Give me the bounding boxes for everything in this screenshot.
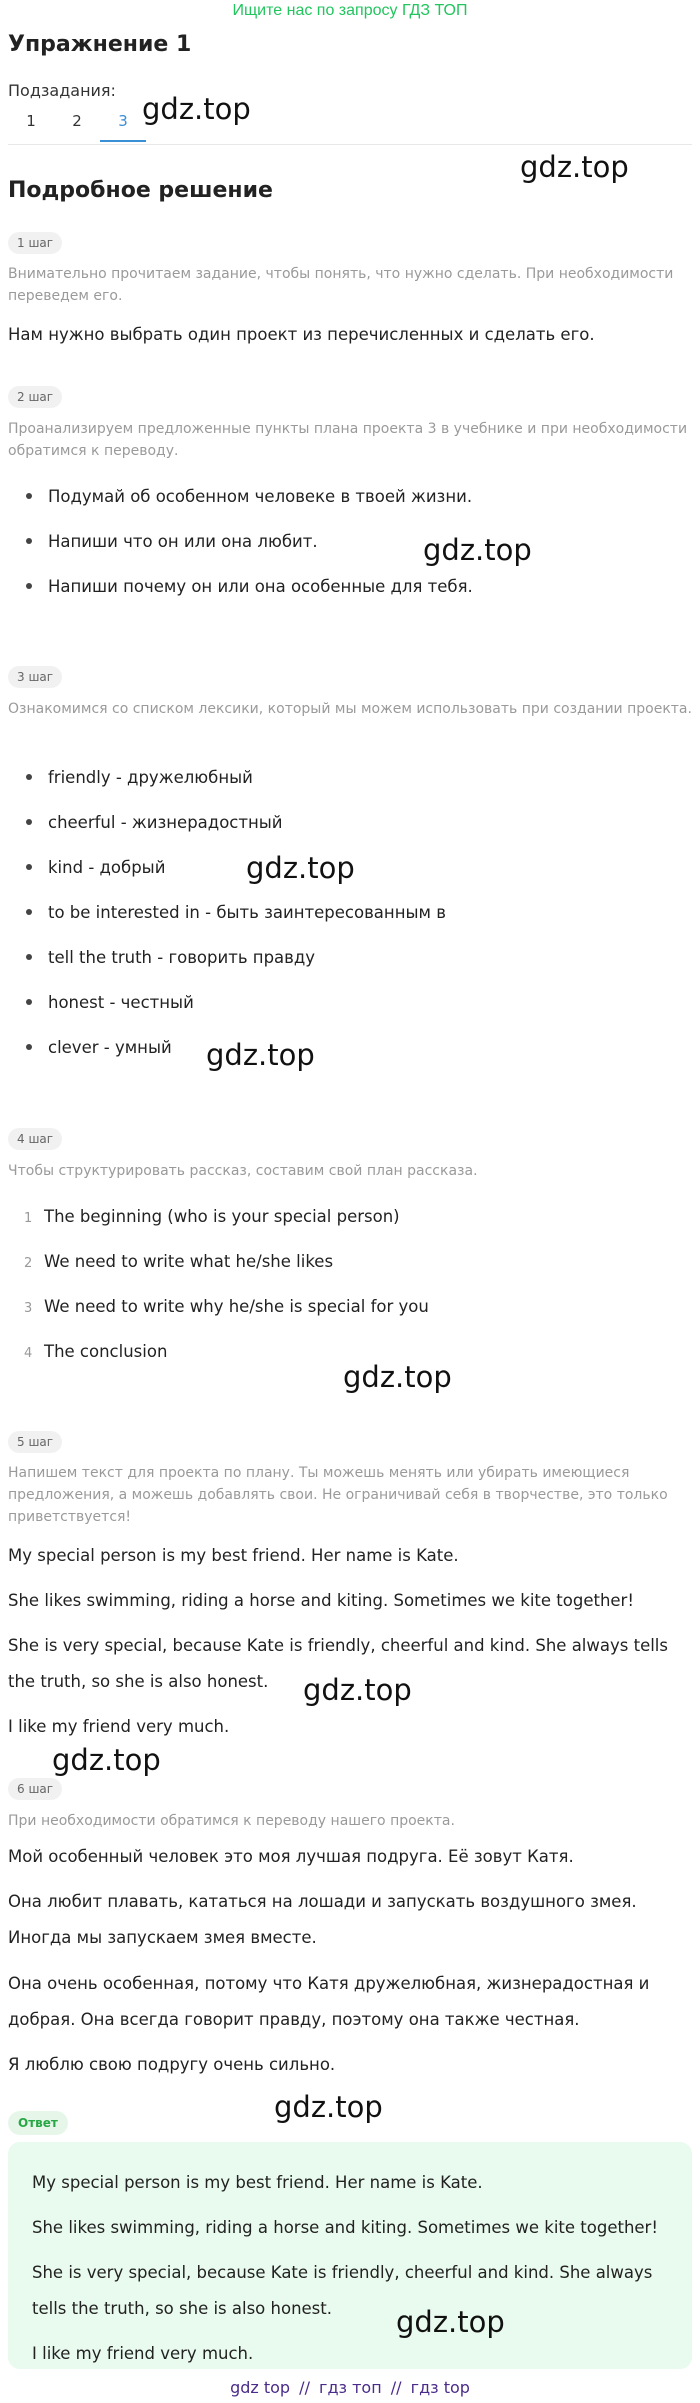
bullet-icon (26, 493, 32, 499)
subtasks-tabs (8, 104, 146, 142)
watermark: gdz.top (303, 1673, 412, 1707)
step-badge: 2 шаг (8, 386, 62, 408)
footer-separator: // (299, 2378, 310, 2397)
watermark: gdz.top (396, 2305, 505, 2339)
answer-paragraph: She likes swimming, riding a horse and kiting. Sometimes we kite together! (32, 2218, 658, 2237)
paragraph: Я люблю свою подругу очень сильно. (8, 2055, 336, 2074)
step-note: Внимательно прочитаем задание, чтобы понять, что нужно сделать. При необходимости переведем его. (8, 266, 674, 304)
list-item: friendly - дружелюбный (26, 768, 253, 787)
list-item: Напиши что он или она любит. (26, 532, 318, 551)
list-item: Подумай об особенном человеке в твоей жизни. (26, 487, 472, 506)
watermark: gdz.top (423, 533, 532, 567)
subtask-tab-1[interactable]: 1 (26, 112, 36, 130)
footer-link[interactable]: gdz top (230, 2378, 291, 2397)
list-item: clever - умный (26, 1038, 172, 1057)
paragraph: Она очень особенная, потому что Катя дружелюбная, жизнерадостная и добрая. Она всегда говорит правду, поэтому она также честная. (8, 1974, 650, 2029)
answer-paragraph: She is very special, because Kate is friendly, cheerful and kind. She always tells the truth, so she is also honest. (32, 2263, 653, 2318)
section-title: Подробное решение (8, 178, 273, 203)
plan-item: 2 We need to write what he/she likes (24, 1252, 334, 1271)
watermark: gdz.top (206, 1038, 315, 1072)
footer-links (0, 2378, 700, 2397)
step-badge: 3 шаг (8, 666, 62, 688)
step-badge: 1 шаг (8, 232, 62, 254)
subtask-tab-3[interactable]: 3 (100, 104, 146, 142)
step-badge: 6 шаг (8, 1778, 62, 1800)
list-item: cheerful - жизнерадостный (26, 813, 283, 832)
step-note: Ознакомимся со списком лексики, который мы можем использовать при создании проекта. (8, 701, 692, 717)
page-title: Упражнение 1 (8, 32, 192, 57)
paragraph: Мой особенный человек это моя лучшая подруга. Её зовут Катя. (8, 1847, 574, 1866)
plan-item: 1 The beginning (who is your special person) (24, 1207, 400, 1226)
bullet-icon (26, 954, 32, 960)
plan-item: 3 We need to write why he/she is special for you (24, 1297, 429, 1316)
paragraph: Она любит плавать, кататься на лошади и запускать воздушного змея. Иногда мы запускаем змея вместе. (8, 1892, 637, 1947)
promo-banner: Ищите нас по запросу ГДЗ ТОП (232, 2, 468, 19)
bullet-icon (26, 909, 32, 915)
watermark: gdz.top (520, 150, 629, 184)
answer-badge: Ответ (8, 2111, 68, 2135)
bullet-icon (26, 819, 32, 825)
answer-paragraph: I like my friend very much. (32, 2344, 254, 2363)
step-note: Чтобы структурировать рассказ, составим свой план рассказа. (8, 1163, 478, 1179)
bullet-icon (26, 999, 32, 1005)
plan-item: 4 The conclusion (24, 1342, 168, 1361)
bullet-icon (26, 583, 32, 589)
watermark: gdz.top (52, 1743, 161, 1777)
paragraph: I like my friend very much. (8, 1717, 230, 1736)
list-item: tell the truth - говорить правду (26, 948, 315, 967)
footer-link[interactable]: гдз top (410, 2378, 470, 2397)
step-note: При необходимости обратимся к переводу нашего проекта. (8, 1813, 455, 1829)
step-badge: 5 шаг (8, 1431, 62, 1453)
list-item: honest - честный (26, 993, 194, 1012)
bullet-icon (26, 864, 32, 870)
footer-separator: // (390, 2378, 402, 2397)
step-note: Напишем текст для проекта по плану. Ты можешь менять или убирать имеющиеся предложения, а можешь добавлять свои. Не ограничивай себя в творчестве, это только приветствуется! (8, 1465, 668, 1525)
watermark: gdz.top (246, 851, 355, 885)
answer-paragraph: My special person is my best friend. Her name is Kate. (32, 2173, 483, 2192)
list-item: Напиши почему он или она особенные для тебя. (26, 577, 473, 596)
watermark: gdz.top (343, 1360, 452, 1394)
watermark: gdz.top (274, 2090, 383, 2124)
step-note: Проанализируем предложенные пункты плана проекта 3 в учебнике и при необходимости обратимся к переводу. (8, 421, 688, 459)
list-item: to be interested in - быть заинтересованным в (26, 903, 446, 922)
paragraph: My special person is my best friend. Her name is Kate. (8, 1546, 459, 1565)
bullet-icon (26, 774, 32, 780)
step-text: Нам нужно выбрать один проект из перечисленных и сделать его. (8, 325, 595, 344)
bullet-icon (26, 538, 32, 544)
divider (8, 144, 692, 145)
paragraph: She is very special, because Kate is friendly, cheerful and kind. She always tells the truth, so she is also honest. (8, 1636, 668, 1691)
footer-link[interactable]: гдз топ (319, 2378, 382, 2397)
paragraph: She likes swimming, riding a horse and kiting. Sometimes we kite together! (8, 1591, 634, 1610)
list-item: kind - добрый (26, 858, 165, 877)
subtask-tab-2[interactable]: 2 (72, 112, 82, 130)
step-badge: 4 шаг (8, 1128, 62, 1150)
watermark: gdz.top (142, 92, 251, 126)
subtasks-label: Подзадания: (8, 81, 116, 100)
bullet-icon (26, 1044, 32, 1050)
